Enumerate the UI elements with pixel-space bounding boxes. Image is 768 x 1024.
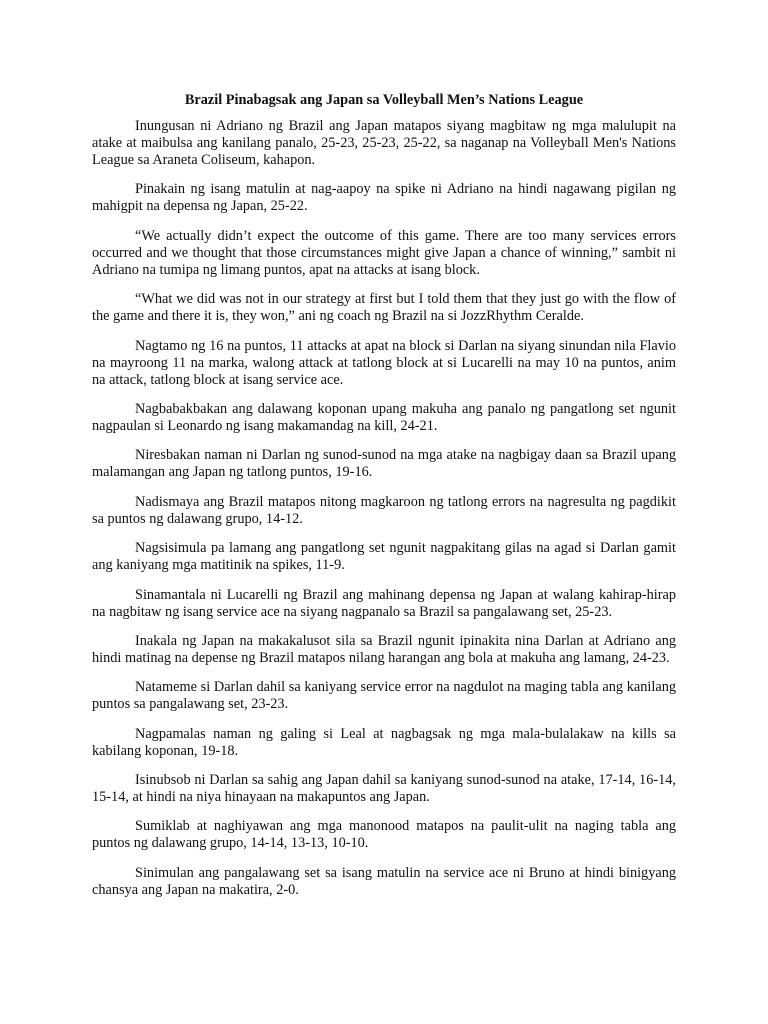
paragraph: Nagbabakbakan ang dalawang koponan upang makuha ang panalo ng pangatlong set ngunit nagpaulan si Leonardo ng isang makamandag na kill, 24-21.	[92, 400, 676, 434]
paragraph: Nadismaya ang Brazil matapos nitong magkaroon ng tatlong errors na nagresulta ng pagdikit sa puntos ng dalawang grupo, 14-12.	[92, 493, 676, 527]
paragraph: Inakala ng Japan na makakalusot sila sa Brazil ngunit ipinakita nina Darlan at Adriano ang hindi matinag na depense ng Brazil matapos nilang harangan ang bola at makuha ang lamang, 24-23.	[92, 632, 676, 666]
paragraph: Inungusan ni Adriano ng Brazil ang Japan matapos siyang magbitaw ng mga malulupit na atake at maibulsa ang kanilang panalo, 25-23, 25-23, 25-22, sa naganap na Volleyball Men's Nations League sa Araneta Coliseum, kahapon.	[92, 118, 676, 168]
paragraph: Natameme si Darlan dahil sa kaniyang service error na nagdulot na maging tabla ang kanilang puntos sa pangalawang set, 23-23.	[92, 679, 676, 713]
paragraph: “We actually didn’t expect the outcome of this game. There are too many services errors occurred and we thought that those circumstances might give Japan a chance of winning,” sambit ni Adriano na tumipa ng limang puntos, apat na attacks at isang block.	[92, 227, 676, 278]
paragraph: Sumiklab at naghiyawan ang mga manonood matapos na paulit-ulit na naging tabla ang puntos ng dalawang grupo, 14-14, 13-13, 10-10.	[92, 818, 676, 852]
article-body	[92, 118, 676, 899]
paragraph: Nagtamo ng 16 na puntos, 11 attacks at apat na block si Darlan na siyang sinundan nila Flavio na mayroong 11 na marka, walong attack at tatlong block at si Lucarelli na may 10 na puntos, anim na attack, tatlong block at isang service ace.	[92, 337, 676, 388]
paragraph: Isinubsob ni Darlan sa sahig ang Japan dahil sa kaniyang sunod-sunod na atake, 17-14, 16-14, 15-14, at hindi na niya hinayaan na makapuntos ang Japan.	[92, 772, 676, 806]
paragraph: Sinamantala ni Lucarelli ng Brazil ang mahinang depensa ng Japan at walang kahirap-hirap na nagbitaw ng isang service ace na siyang nagpanalo sa Brazil sa pangalawang set, 25-23.	[92, 586, 676, 620]
paragraph: Niresbakan naman ni Darlan ng sunod-sunod na mga atake na nagbigay daan sa Brazil upang malamangan ang Japan ng tatlong puntos, 19-16.	[92, 447, 676, 481]
paragraph: Pinakain ng isang matulin at nag-aapoy na spike ni Adriano na hindi nagawang pigilan ng mahigpit na depensa ng Japan, 25-22.	[92, 181, 676, 215]
paragraph: Nagpamalas naman ng galing si Leal at nagbagsak ng mga mala-bulalakaw na kills sa kabilang koponan, 19-18.	[92, 725, 676, 759]
paragraph: Sinimulan ang pangalawang set sa isang matulin na service ace ni Bruno at hindi binigyang chansya ang Japan na makatira, 2-0.	[92, 864, 676, 898]
article-title: Brazil Pinabagsak ang Japan sa Volleyball Men’s Nations League	[184, 92, 584, 108]
paragraph: Nagsisimula pa lamang ang pangatlong set ngunit nagpakitang gilas na agad si Darlan gamit ang kaniyang mga matitinik na spikes, 11-9.	[92, 540, 676, 574]
paragraph: “What we did was not in our strategy at first but I told them that they just go with the flow of the game and there it is, they won,” ani ng coach ng Brazil na si JozzRhythm Ceralde.	[92, 291, 676, 325]
